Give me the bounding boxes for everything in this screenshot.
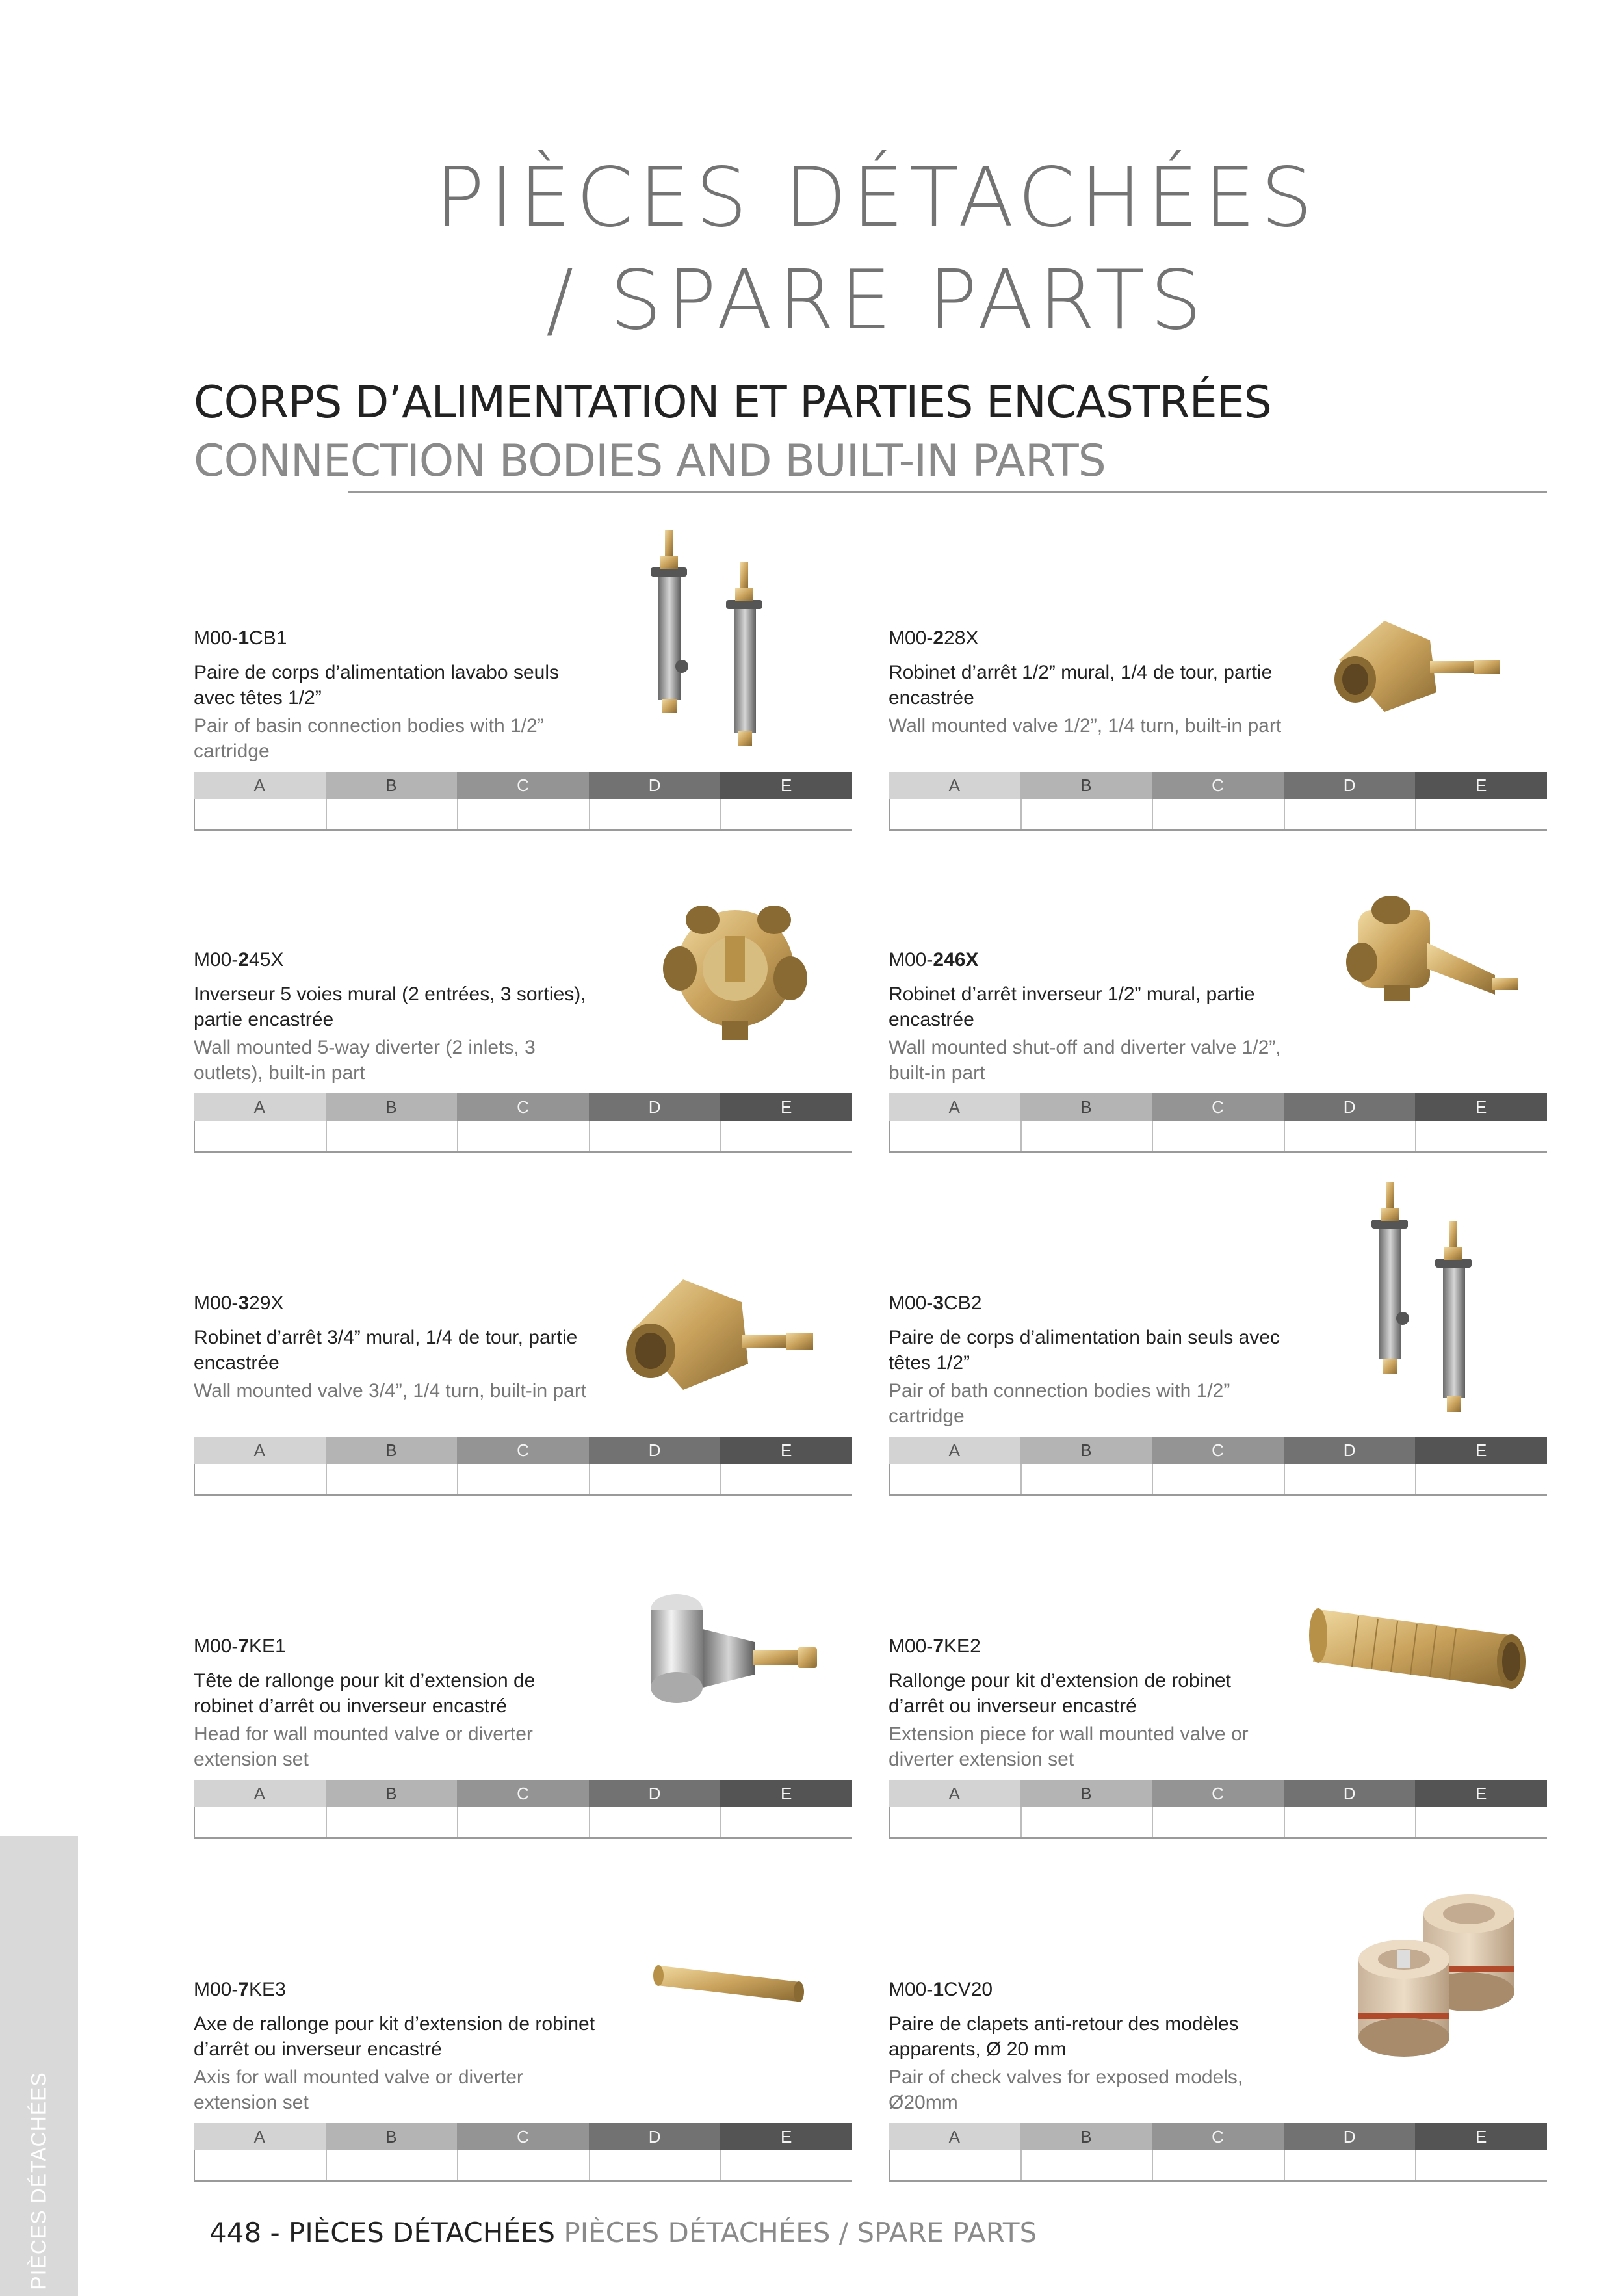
product-reference: M00-3CB2 <box>889 1292 982 1314</box>
extension-head-icon <box>605 1525 852 1779</box>
product-reference: M00-329X <box>194 1292 284 1314</box>
column-header-b: B <box>1020 1437 1152 1464</box>
product-reference: M00-1CB1 <box>194 627 287 649</box>
column-header-c: C <box>1152 2123 1284 2150</box>
table-row <box>194 1807 852 1839</box>
product-description-fr: Paire de clapets anti-retour des modèles apparents, Ø 20 mm <box>889 2013 1239 2060</box>
column-header-d: D <box>589 1780 721 1807</box>
product-reference: M00-1CV20 <box>889 1979 993 2000</box>
dimension-table <box>194 2123 852 2182</box>
product-description-en: Head for wall mounted valve or diverter extension set <box>194 1723 533 1770</box>
column-header-b: B <box>326 1437 458 1464</box>
table-row <box>194 799 852 831</box>
dimension-table <box>889 1437 1547 1496</box>
product-description-en: Extension piece for wall mounted valve or diverter extension set <box>889 1723 1249 1770</box>
extension-piece-icon <box>1300 1525 1547 1779</box>
column-header-a: A <box>194 2123 326 2150</box>
product-description-en: Pair of basin connection bodies with 1/2” cartridge <box>194 715 544 762</box>
column-header-b: B <box>1020 772 1152 799</box>
column-header-d: D <box>1284 2123 1416 2150</box>
footer-section-dark: PIÈCES DÉTACHÉES <box>289 2217 556 2249</box>
product-description-fr: Rallonge pour kit d’extension de robinet d’arrêt ou inverseur encastré <box>889 1670 1232 1717</box>
wall-valve-icon <box>605 1182 852 1435</box>
column-header-c: C <box>1152 1437 1284 1464</box>
page-footer <box>209 2217 1037 2249</box>
column-header-e: E <box>720 772 852 799</box>
column-header-b: B <box>1020 1780 1152 1807</box>
basin-connection-bodies-icon <box>605 517 852 770</box>
product-reference: M00-7KE2 <box>889 1636 981 1657</box>
column-header-c: C <box>457 1437 589 1464</box>
column-header-e: E <box>720 1437 852 1464</box>
product-description-en: Wall mounted shut-off and diverter valve 1/2”, built-in part <box>889 1037 1281 1084</box>
product-description-fr: Paire de corps d’alimentation bain seuls avec têtes 1/2” <box>889 1327 1280 1374</box>
column-header-e: E <box>1415 1093 1547 1121</box>
column-header-e: E <box>720 1780 852 1807</box>
product-description-fr: Robinet d’arrêt 1/2” mural, 1/4 de tour, partie encastrée <box>889 662 1273 709</box>
column-header-d: D <box>589 1437 721 1464</box>
column-header-a: A <box>889 1093 1020 1121</box>
table-row <box>889 1464 1547 1496</box>
column-header-c: C <box>1152 1780 1284 1807</box>
product-description-en: Wall mounted valve 1/2”, 1/4 turn, built-in part <box>889 715 1282 737</box>
column-header-a: A <box>889 772 1020 799</box>
column-header-e: E <box>720 1093 852 1121</box>
column-header-d: D <box>589 2123 721 2150</box>
product-description-en: Wall mounted valve 3/4”, 1/4 turn, built-in part <box>194 1380 587 1402</box>
footer-separator: - <box>261 2217 289 2249</box>
dimension-table <box>889 772 1547 831</box>
column-header-a: A <box>889 2123 1020 2150</box>
product-description-fr: Inverseur 5 voies mural (2 entrées, 3 sorties), partie encastrée <box>194 984 586 1030</box>
table-row <box>889 2150 1547 2182</box>
product-reference: M00-245X <box>194 949 284 971</box>
product-description-en: Wall mounted 5-way diverter (2 inlets, 3 outlets), built-in part <box>194 1037 536 1084</box>
table-row <box>889 799 1547 831</box>
wall-valve-icon <box>1300 517 1547 770</box>
product-reference: M00-228X <box>889 627 979 649</box>
column-header-a: A <box>889 1780 1020 1807</box>
dimension-table <box>194 1093 852 1153</box>
column-header-d: D <box>1284 772 1416 799</box>
column-header-e: E <box>720 2123 852 2150</box>
page-number: 448 <box>209 2217 262 2249</box>
page-title-line2: / SPARE PARTS <box>545 252 1208 348</box>
column-header-c: C <box>1152 772 1284 799</box>
section-divider <box>348 491 1547 493</box>
section-title-en: CONNECTION BODIES AND BUILT-IN PARTS <box>194 436 1106 487</box>
product-reference: M00-7KE1 <box>194 1636 286 1657</box>
column-header-e: E <box>1415 772 1547 799</box>
section-sidebar-tab <box>0 1836 78 2296</box>
column-header-a: A <box>194 1093 326 1121</box>
column-header-d: D <box>1284 1093 1416 1121</box>
column-header-b: B <box>1020 2123 1152 2150</box>
extension-axis-icon <box>605 1868 852 2122</box>
sidebar-label: PIÈCES DÉTACHÉES <box>27 2072 51 2290</box>
product-description-fr: Robinet d’arrêt 3/4” mural, 1/4 de tour, partie encastrée <box>194 1327 578 1374</box>
dimension-table <box>194 1780 852 1839</box>
column-header-a: A <box>889 1437 1020 1464</box>
table-row <box>194 1464 852 1496</box>
product-reference: M00-7KE3 <box>194 1979 286 2000</box>
column-header-d: D <box>1284 1780 1416 1807</box>
product-description-en: Pair of check valves for exposed models, Ø20mm <box>889 2067 1243 2113</box>
column-header-b: B <box>326 2123 458 2150</box>
table-row <box>889 1807 1547 1839</box>
column-header-c: C <box>457 772 589 799</box>
column-header-d: D <box>589 772 721 799</box>
page-title <box>0 146 1623 352</box>
column-header-b: B <box>326 1780 458 1807</box>
column-header-b: B <box>1020 1093 1152 1121</box>
column-header-b: B <box>326 772 458 799</box>
dimension-table <box>889 2123 1547 2182</box>
column-header-d: D <box>589 1093 721 1121</box>
bath-connection-bodies-icon <box>1300 1182 1547 1435</box>
column-header-a: A <box>194 1780 326 1807</box>
product-description-en: Pair of bath connection bodies with 1/2” cartridge <box>889 1380 1230 1427</box>
product-description-fr: Robinet d’arrêt inverseur 1/2” mural, partie encastrée <box>889 984 1255 1030</box>
page-title-line1: PIÈCES DÉTACHÉES <box>435 150 1318 245</box>
shutoff-diverter-valve-icon <box>1300 839 1547 1092</box>
check-valves-icon <box>1300 1868 1547 2122</box>
column-header-d: D <box>1284 1437 1416 1464</box>
dimension-table <box>194 772 852 831</box>
column-header-a: A <box>194 772 326 799</box>
column-header-c: C <box>457 2123 589 2150</box>
product-reference: M00-246X <box>889 949 979 971</box>
column-header-e: E <box>1415 2123 1547 2150</box>
dimension-table <box>194 1437 852 1496</box>
column-header-e: E <box>1415 1437 1547 1464</box>
dimension-table <box>889 1093 1547 1153</box>
column-header-c: C <box>457 1780 589 1807</box>
table-row <box>194 2150 852 2182</box>
table-row <box>889 1121 1547 1153</box>
product-description-fr: Paire de corps d’alimentation lavabo seuls avec têtes 1/2” <box>194 662 559 709</box>
dimension-table <box>889 1780 1547 1839</box>
table-row <box>194 1121 852 1153</box>
product-description-en: Axis for wall mounted valve or diverter extension set <box>194 2067 523 2113</box>
column-header-c: C <box>1152 1093 1284 1121</box>
product-description-fr: Axe de rallonge pour kit d’extension de robinet d’arrêt ou inverseur encastré <box>194 2013 595 2060</box>
footer-section-light: PIÈCES DÉTACHÉES / SPARE PARTS <box>555 2217 1037 2249</box>
five-way-diverter-icon <box>605 839 852 1092</box>
product-description-fr: Tête de rallonge pour kit d’extension de robinet d’arrêt ou inverseur encastré <box>194 1670 536 1717</box>
column-header-c: C <box>457 1093 589 1121</box>
column-header-b: B <box>326 1093 458 1121</box>
section-title-fr: CORPS D’ALIMENTATION ET PARTIES ENCASTRÉES <box>194 377 1271 428</box>
column-header-e: E <box>1415 1780 1547 1807</box>
column-header-a: A <box>194 1437 326 1464</box>
